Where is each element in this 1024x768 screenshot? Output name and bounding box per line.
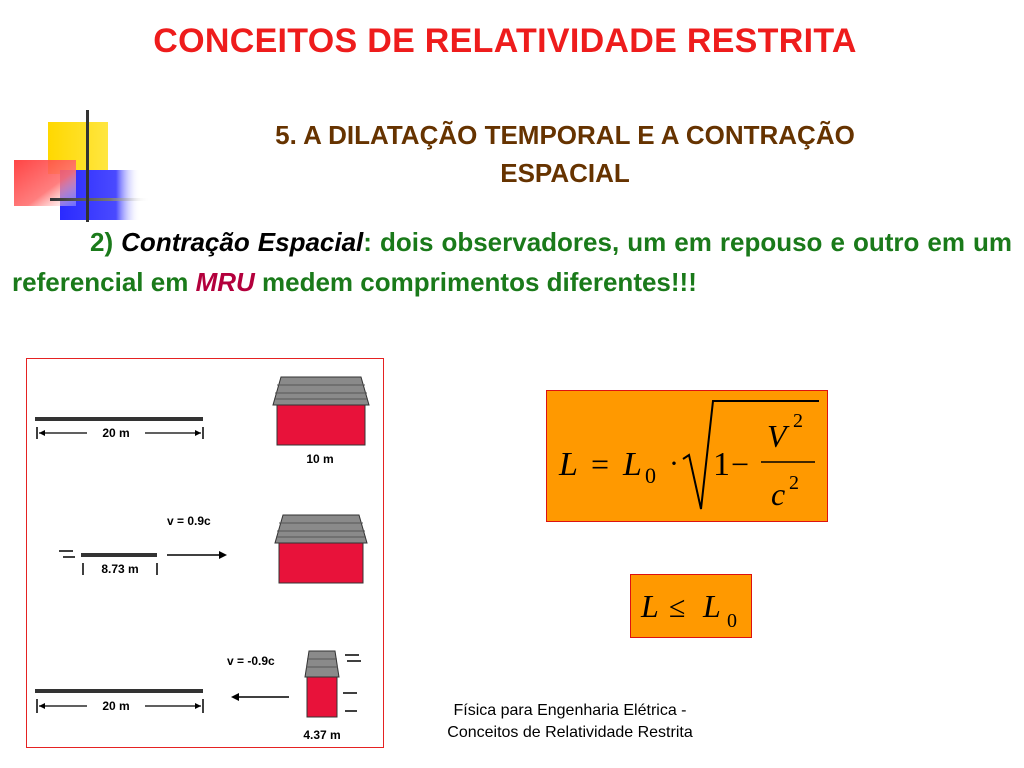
- slide-title: CONCEITOS DE RELATIVIDADE RESTRITA: [153, 22, 857, 60]
- length-contraction-figure: [26, 358, 384, 748]
- formula-lhs: L: [559, 446, 578, 483]
- keyword-contracao-espacial: Contração Espacial: [121, 227, 364, 257]
- length-contraction-formula: [546, 390, 828, 522]
- vertical-line: [86, 110, 89, 222]
- formula-minus: −: [731, 446, 750, 482]
- body-text-part-1: : dois observadores, um em repouso e outro em um referencial em: [12, 227, 1013, 297]
- bottom-house-label: 4.37 m: [303, 728, 341, 742]
- formula-denominator: c: [771, 476, 786, 512]
- slide-subtitle: [150, 116, 980, 192]
- footer-line-1: Física para Engenharia Elétrica -: [453, 702, 687, 719]
- top-house: [273, 377, 369, 466]
- formula-numerator-exp: 2: [793, 410, 803, 432]
- slide-footer: [410, 700, 730, 744]
- body-paragraph: [12, 222, 1012, 302]
- top-stick: [35, 417, 203, 440]
- inequality-rhs-base: L: [703, 588, 721, 624]
- top-ruler-label: 20 m: [102, 426, 130, 440]
- formula-numerator: V: [767, 418, 787, 454]
- item-number: 2): [90, 227, 122, 257]
- mru-term: MRU: [195, 267, 255, 297]
- subtitle-line-2: ESPACIAL: [500, 158, 630, 188]
- decorative-squares: [0, 100, 150, 230]
- formula-denominator-exp: 2: [789, 472, 799, 494]
- footer-line-2: Conceitos de Relatividade Restrita: [447, 724, 693, 741]
- formula-one: 1: [713, 446, 730, 483]
- inequality-operator: ≤: [669, 591, 686, 624]
- middle-house: [275, 515, 367, 583]
- subtitle-line-1: 5. A DILATAÇÃO TEMPORAL E A CONTRAÇÃO: [275, 120, 855, 150]
- inequality-lhs: L: [641, 588, 659, 624]
- formula-L0-base: L: [623, 446, 642, 483]
- top-house-label: 10 m: [306, 452, 334, 466]
- body-text-part-2: medem comprimentos diferentes!!!: [254, 267, 697, 297]
- inequality-rhs-sub: 0: [727, 610, 737, 632]
- horizontal-line: [50, 198, 150, 201]
- inequality-formula: [630, 574, 752, 638]
- formula-L0-sub: 0: [645, 463, 656, 488]
- formula-equals: =: [591, 446, 610, 482]
- formula-dot: ·: [669, 447, 679, 480]
- middle-stick: [59, 514, 227, 576]
- middle-ruler-label: 8.73 m: [101, 562, 139, 576]
- bottom-ruler-label: 20 m: [102, 699, 130, 713]
- middle-velocity-label: v = 0.9c: [167, 514, 211, 528]
- bottom-velocity-label: v = -0.9c: [227, 654, 275, 668]
- bottom-stick: [35, 689, 289, 713]
